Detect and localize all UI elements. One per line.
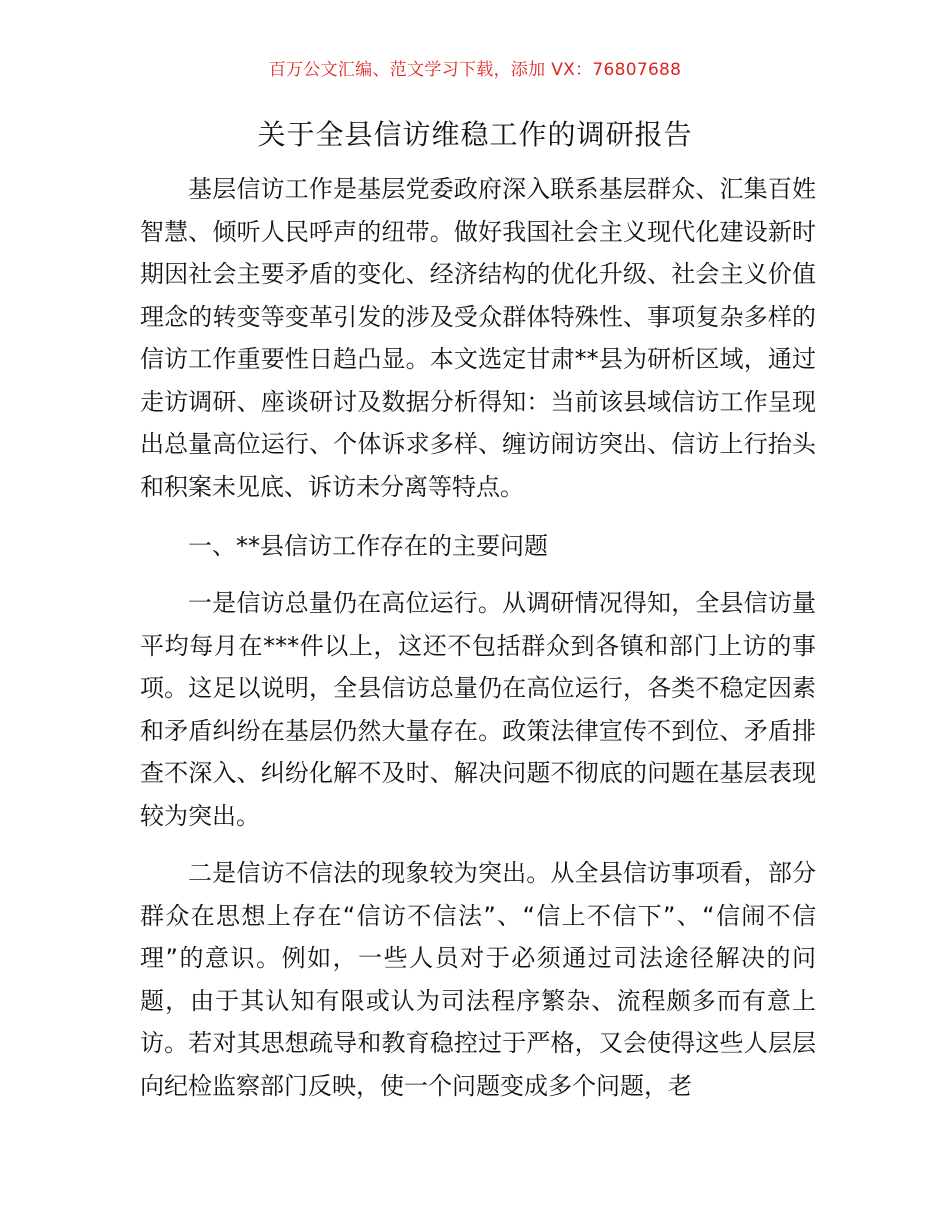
watermark-banner: 百万公文汇编、范文学习下载，添加 VX：76807688 bbox=[268, 60, 682, 80]
intro-paragraph: 基层信访工作是基层党委政府深入联系基层群众、汇集百姓智慧、倾听人民呼声的纽带。做好我国社会主义现代化建设新时期因社会主要矛盾的变化、经济结构的优化升级、社会主义价值理念的转变等变革引发的涉及受众群体特殊性、事项复杂多样的信访工作重要性日趋凸显。本文选定甘肃**县为研析区域，通过走访调研、座谈研讨及数据分析得知：当前该县域信访工作呈现出总量高位运行、个体诉求多样、缠访闹访突出、信访上行抬头和积案未见底、诉访未分离等特点。 bbox=[140, 175, 816, 501]
document-title: 关于全县信访维稳工作的调研报告 bbox=[257, 118, 693, 151]
point-one-paragraph: 一是信访总量仍在高位运行。从调研情况得知，全县信访量平均每月在***件以上，这还不包括群众到各镇和部门上访的事项。这足以说明，全县信访总量仍在高位运行，各类不稳定因素和矛盾纠纷在基层仍然大量存在。政策法律宣传不到位、矛盾排查不深入、纠纷化解不及时、解决问题不彻底的问题在基层表现较为突出。 bbox=[140, 589, 816, 830]
point-two-paragraph: 二是信访不信法的现象较为突出。从全县信访事项看，部分群众在思想上存在“信访不信法”、“信上不信下”、“信闹不信理”的意识。例如，一些人员对于必须通过司法途径解决的问题，由于其认知有限或认为司法程序繁杂、流程颇多而有意上访。若对其思想疏导和教育稳控过于严格，又会使得这些人层层向纪检监察部门反映，使一个问题变成多个问题，老 bbox=[140, 859, 816, 1100]
section-heading: 一、**县信访工作存在的主要问题 bbox=[188, 532, 548, 560]
